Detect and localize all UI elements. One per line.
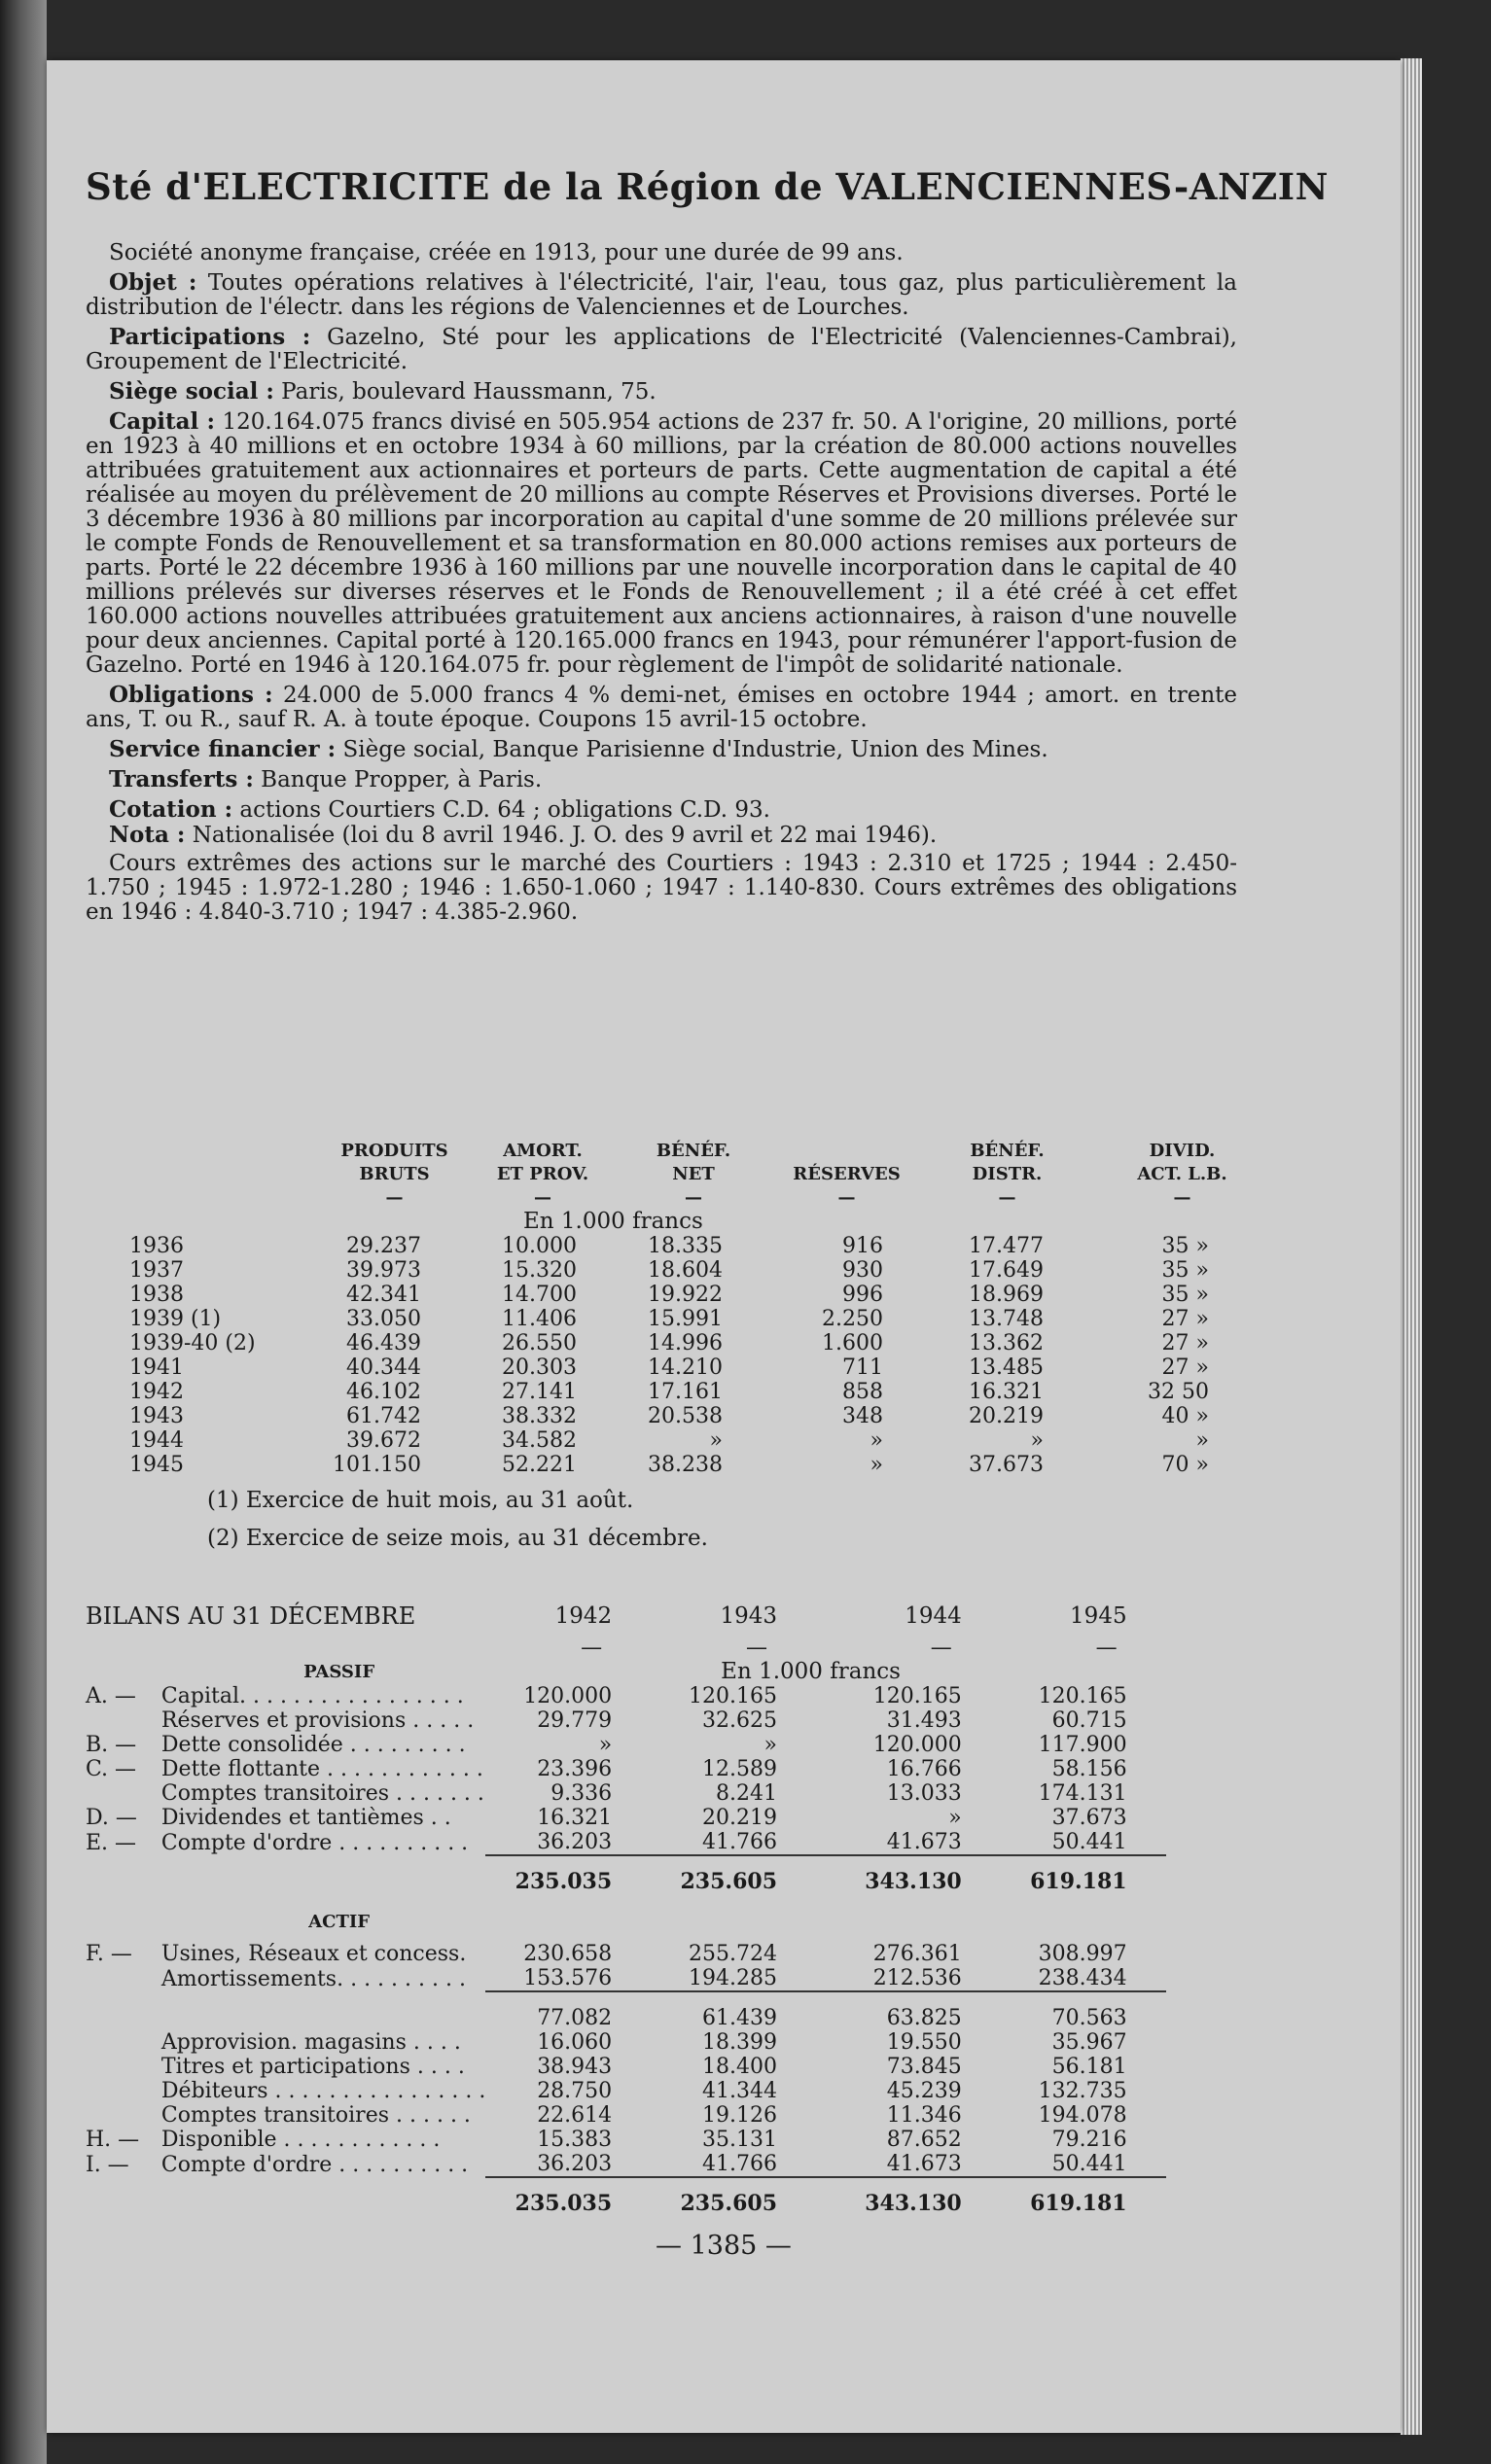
row-label: Comptes transitoires . . . . . . bbox=[160, 2103, 471, 2128]
total-cell: 619.181 bbox=[1001, 2177, 1166, 2216]
results-row bbox=[129, 1283, 1277, 1307]
value-cell: 18.399 bbox=[702, 2030, 778, 2055]
bilan-row bbox=[86, 1597, 1282, 1636]
value-cell: 19.126 bbox=[702, 2103, 778, 2128]
bilan-row bbox=[86, 1708, 1282, 1733]
row-label: Débiteurs . . . . . . . . . . . . . . . . bbox=[160, 2079, 486, 2103]
row-letter bbox=[86, 2079, 154, 2103]
row-label: Disponible . . . . . . . . . . . . bbox=[160, 2128, 441, 2152]
value-cell: 194.285 bbox=[689, 1966, 778, 1990]
row-letter bbox=[86, 2055, 154, 2079]
dash-cell: — bbox=[1095, 1636, 1118, 1660]
value-cell: 35.967 bbox=[1051, 2030, 1127, 2055]
passif-label: PASSIF bbox=[303, 1662, 375, 1682]
year-cell: 1945 bbox=[129, 1453, 184, 1477]
value-cell: 101.150 bbox=[333, 1453, 421, 1477]
value-cell: 11.406 bbox=[502, 1307, 577, 1331]
row-label: Dette flottante . . . . . . . . . . . . bbox=[160, 1757, 483, 1781]
bilan-row bbox=[86, 2079, 1282, 2103]
value-cell: 39.672 bbox=[346, 1428, 421, 1453]
row-label: Usines, Réseaux et concess. bbox=[160, 1942, 467, 1966]
year-cell: 1943 bbox=[129, 1404, 184, 1428]
results-row bbox=[129, 1428, 1277, 1453]
value-cell: 13.362 bbox=[969, 1331, 1044, 1355]
value-cell: 35 » bbox=[1161, 1283, 1209, 1307]
value-cell: 58.156 bbox=[1051, 1757, 1127, 1781]
value-cell: 117.900 bbox=[1038, 1733, 1127, 1757]
value-cell: 27 » bbox=[1161, 1355, 1209, 1380]
value-cell: 46.102 bbox=[346, 1380, 421, 1404]
participations-label: Participations : bbox=[109, 324, 311, 350]
results-note-1: (1) Exercice de huit mois, au 31 août. bbox=[207, 1488, 634, 1513]
value-cell: 276.361 bbox=[872, 1942, 962, 1966]
value-cell: 120.000 bbox=[523, 1684, 613, 1708]
row-letter bbox=[86, 2030, 154, 2055]
col-header: DISTR. bbox=[972, 1164, 1043, 1184]
row-label: Comptes transitoires . . . . . . . bbox=[160, 1781, 484, 1806]
value-cell: 18.604 bbox=[648, 1258, 723, 1283]
dash-cell: — bbox=[746, 1636, 768, 1660]
value-cell: 61.742 bbox=[346, 1404, 421, 1428]
value-cell: 17.477 bbox=[969, 1234, 1044, 1258]
cotation-text: actions Courtiers C.D. 64 ; obligations C.D. 93. bbox=[232, 797, 770, 823]
value-cell: 120.165 bbox=[689, 1684, 778, 1708]
results-body bbox=[129, 1234, 1277, 1477]
objet bbox=[86, 270, 1237, 320]
value-cell: 20.219 bbox=[969, 1404, 1044, 1428]
value-cell: 23.396 bbox=[537, 1757, 613, 1781]
bilan-row bbox=[86, 1942, 1282, 1966]
actif-label: ACTIF bbox=[308, 1912, 371, 1932]
results-row bbox=[129, 1234, 1277, 1258]
row-label: Réserves et provisions . . . . . bbox=[160, 1708, 475, 1733]
value-cell: 15.991 bbox=[648, 1307, 723, 1331]
col-header: BÉNÉF. bbox=[656, 1141, 731, 1161]
value-cell: 27 » bbox=[1161, 1307, 1209, 1331]
row-letter: A. — bbox=[86, 1684, 136, 1708]
value-cell: 16.060 bbox=[537, 2030, 613, 2055]
value-cell: 26.550 bbox=[502, 1331, 577, 1355]
nota-text: Nationalisée (loi du 8 avril 1946. J. O. des 9 avril et 22 mai 1946). bbox=[185, 823, 938, 848]
value-cell: 996 bbox=[842, 1283, 883, 1307]
transferts-label: Transferts : bbox=[109, 766, 254, 792]
value-cell: 10.000 bbox=[502, 1234, 577, 1258]
year-cell: 1941 bbox=[129, 1355, 184, 1380]
dash-cell: — bbox=[930, 1636, 952, 1660]
bilan-row bbox=[86, 1733, 1282, 1757]
bilan-row bbox=[86, 1894, 1282, 1942]
value-cell: 40.344 bbox=[346, 1355, 421, 1380]
value-cell: 38.332 bbox=[502, 1404, 577, 1428]
results-row bbox=[129, 1331, 1277, 1355]
value-cell: 238.434 bbox=[1038, 1966, 1127, 1990]
total-cell: 235.035 bbox=[485, 1855, 651, 1894]
value-cell: 20.538 bbox=[648, 1404, 723, 1428]
row-label: Compte d'ordre . . . . . . . . . . bbox=[160, 1830, 469, 1855]
value-cell: 27.141 bbox=[502, 1380, 577, 1404]
value-cell: 46.439 bbox=[346, 1331, 421, 1355]
bilan-row bbox=[86, 1830, 1282, 1855]
page bbox=[47, 60, 1401, 2433]
value-cell: 17.649 bbox=[969, 1258, 1044, 1283]
total-cell: 343.130 bbox=[816, 2177, 1001, 2216]
value-cell: 11.346 bbox=[886, 2103, 962, 2128]
value-cell: 858 bbox=[842, 1380, 883, 1404]
value-cell: » bbox=[1030, 1428, 1044, 1453]
value-cell: 194.078 bbox=[1038, 2103, 1127, 2128]
bilan-row bbox=[86, 1855, 1282, 1894]
value-cell: 87.652 bbox=[886, 2128, 962, 2152]
value-cell: 37.673 bbox=[969, 1453, 1044, 1477]
value-cell: » bbox=[948, 1806, 962, 1830]
participations-text: Gazelno, Sté pour les applications de l'Electricité (Valenciennes-Cambrai), Groupement de l'Electricité. bbox=[86, 325, 1237, 374]
bilan-row bbox=[86, 1684, 1282, 1708]
row-letter: E. — bbox=[86, 1830, 137, 1855]
value-cell: 120.165 bbox=[872, 1684, 962, 1708]
value-cell: 20.219 bbox=[702, 1806, 778, 1830]
value-cell: 18.335 bbox=[648, 1234, 723, 1258]
cotation-label: Cotation : bbox=[109, 796, 233, 823]
col-header: RÉSERVES bbox=[793, 1164, 901, 1184]
total-cell: 70.563 bbox=[1001, 1991, 1166, 2030]
results-row bbox=[129, 1404, 1277, 1428]
transferts bbox=[86, 767, 1237, 792]
cours-extremes: Cours extrêmes des actions sur le marché des Courtiers : 1943 : 2.310 et 1725 ; 1944 : 2.450-1.750 ; 1945 : 1.972-1.280 ; 1946 : 1.650-1.060 ; 1947 : 1.140-830. Cours extrêmes des obligations en 1946 : 4.840-3.710 ; 1947 : 4.385-2.960. bbox=[86, 851, 1237, 925]
service-text: Siège social, Banque Parisienne d'Industrie, Union des Mines. bbox=[336, 737, 1048, 762]
value-cell: 12.589 bbox=[702, 1757, 778, 1781]
value-cell: 34.582 bbox=[502, 1428, 577, 1453]
value-cell: 56.181 bbox=[1051, 2055, 1127, 2079]
row-label: Dette consolidée . . . . . . . . . bbox=[160, 1733, 466, 1757]
value-cell: 930 bbox=[842, 1258, 883, 1283]
year-cell: 1939-40 (2) bbox=[129, 1331, 256, 1355]
results-header-row-2 bbox=[129, 1163, 1277, 1186]
year-header: 1942 bbox=[554, 1602, 613, 1629]
value-cell: 18.969 bbox=[969, 1283, 1044, 1307]
service-label: Service financier : bbox=[109, 736, 337, 762]
bilan-row bbox=[86, 1660, 1282, 1684]
year-cell: 1938 bbox=[129, 1283, 184, 1307]
value-cell: 18.400 bbox=[702, 2055, 778, 2079]
results-row bbox=[129, 1453, 1277, 1477]
value-cell: 212.536 bbox=[872, 1966, 962, 1990]
value-cell: » bbox=[870, 1453, 883, 1477]
value-cell: » bbox=[870, 1428, 883, 1453]
obligations bbox=[86, 683, 1237, 732]
value-cell: 35.131 bbox=[702, 2128, 778, 2152]
value-cell: 50.441 bbox=[1051, 2152, 1127, 2176]
total-cell: 235.035 bbox=[485, 2177, 651, 2216]
results-note-2: (2) Exercice de seize mois, au 31 décembre. bbox=[207, 1526, 708, 1551]
year-header: 1944 bbox=[905, 1602, 962, 1629]
value-cell: 27 » bbox=[1161, 1331, 1209, 1355]
value-cell: 153.576 bbox=[523, 1966, 613, 1990]
row-letter: B. — bbox=[86, 1733, 137, 1757]
capital-label: Capital : bbox=[109, 408, 215, 435]
col-header: PRODUITS bbox=[340, 1141, 448, 1161]
col-header: DIVID. bbox=[1149, 1141, 1216, 1161]
value-cell: 711 bbox=[842, 1355, 883, 1380]
value-cell: 40 » bbox=[1161, 1404, 1209, 1428]
row-letter bbox=[86, 1781, 154, 1806]
objet-text: Toutes opérations relatives à l'électricité, l'air, l'eau, tous gaz, plus particulièrement la distribution de l'électr. dans les régions de Valenciennes et de Lourches. bbox=[86, 270, 1237, 320]
bilan-row bbox=[86, 2128, 1282, 2152]
value-cell: 28.750 bbox=[537, 2079, 613, 2103]
value-cell: 41.673 bbox=[886, 2152, 962, 2176]
bilan-row bbox=[86, 1991, 1282, 2030]
capital-text: 120.164.075 francs divisé en 505.954 actions de 237 fr. 50. A l'origine, 20 millions, porté en 1923 à 40 millions et en octobre 1934 à 60 millions, par la création de 80.000 actions nouvelles attribuées gratuitement aux actionnaires et porteurs de parts. Cette augmentation de capital a été réalisée au moyen du prélèvement de 20 millions au compte Réserves et Provisions diverses. Porté le 3 décembre 1936 à 80 millions par incorporation au capital d'une somme de 20 millions prélevée sur le compte Fonds de Renouvellement et sa transformation en 80.000 actions remises aux porteurs de parts. Porté le 22 décembre 1936 à 160 millions par une nouvelle incorporation dans le capital de 40 millions prélevés sur diverses réserves et le Fonds de Renouvellement ; il a été créé à cet effet 160.000 actions nouvelles attribuées gratuitement aux anciens actionnaires, à raison d'une nouvelle pour deux anciennes. Capital porté à 120.165.000 francs en 1943, pour rémunérer l'apport-fusion de Gazelno. Porté en 1946 à 120.164.075 fr. pour règlement de l'impôt de solidarité nationale. bbox=[86, 409, 1237, 678]
col-header: NET bbox=[672, 1164, 715, 1184]
objet-label: Objet : bbox=[109, 269, 197, 296]
col-header: ET PROV. bbox=[496, 1164, 589, 1184]
value-cell: 348 bbox=[842, 1404, 883, 1428]
value-cell: 35 » bbox=[1161, 1258, 1209, 1283]
intro: Société anonyme française, créée en 1913, pour une durée de 99 ans. bbox=[109, 240, 904, 265]
value-cell: 230.658 bbox=[523, 1942, 613, 1966]
value-cell: 22.614 bbox=[537, 2103, 613, 2128]
row-label: Dividendes et tantièmes . . bbox=[160, 1806, 451, 1830]
value-cell: 13.748 bbox=[969, 1307, 1044, 1331]
row-letter: H. — bbox=[86, 2128, 140, 2152]
value-cell: » bbox=[598, 1733, 613, 1757]
row-letter: D. — bbox=[86, 1806, 137, 1830]
value-cell: 132.735 bbox=[1038, 2079, 1127, 2103]
value-cell: 41.766 bbox=[702, 1830, 778, 1854]
value-cell: 14.996 bbox=[648, 1331, 723, 1355]
year-cell: 1937 bbox=[129, 1258, 184, 1283]
row-label: Approvision. magasins . . . . bbox=[160, 2030, 461, 2055]
value-cell: 32.625 bbox=[702, 1708, 778, 1733]
bilan-row bbox=[86, 2030, 1282, 2055]
col-header: BÉNÉF. bbox=[970, 1141, 1045, 1161]
total-cell: 235.605 bbox=[651, 2177, 816, 2216]
bilan-row bbox=[86, 2103, 1282, 2128]
value-cell: 20.303 bbox=[502, 1355, 577, 1380]
bilan-row bbox=[86, 1966, 1282, 1991]
results-unit: En 1.000 francs bbox=[523, 1209, 703, 1234]
value-cell: 39.973 bbox=[346, 1258, 421, 1283]
results-header-row-1 bbox=[129, 1140, 1277, 1163]
value-cell: 308.997 bbox=[1038, 1942, 1127, 1966]
row-label: Capital. . . . . . . . . . . . . . . . . bbox=[160, 1684, 464, 1708]
col-header: ACT. L.B. bbox=[1137, 1164, 1227, 1184]
bilan-row bbox=[86, 1757, 1282, 1781]
dash-cell: — bbox=[581, 1636, 603, 1660]
value-cell: » bbox=[763, 1733, 778, 1757]
bilans-table bbox=[86, 1597, 1282, 2216]
value-cell: 15.383 bbox=[537, 2128, 613, 2152]
value-cell: 174.131 bbox=[1038, 1781, 1127, 1806]
page-edge bbox=[1401, 58, 1422, 2435]
bilans-title: BILANS AU 31 DÉCEMBRE bbox=[86, 1602, 416, 1630]
value-cell: 255.724 bbox=[689, 1942, 778, 1966]
value-cell: 120.165 bbox=[1038, 1684, 1127, 1708]
value-cell: 32 50 bbox=[1148, 1380, 1209, 1404]
value-cell: 35 » bbox=[1161, 1234, 1209, 1258]
value-cell: 36.203 bbox=[537, 2152, 613, 2176]
bilan-row bbox=[86, 1636, 1282, 1660]
year-cell: 1944 bbox=[129, 1428, 184, 1453]
nota-label: Nota : bbox=[109, 822, 186, 848]
page-number: — 1385 — bbox=[656, 2231, 792, 2261]
col-header: BRUTS bbox=[359, 1164, 430, 1184]
siege-label: Siège social : bbox=[109, 378, 274, 405]
results-row bbox=[129, 1380, 1277, 1404]
obligations-text: 24.000 de 5.000 francs 4 % demi-net, émises en octobre 1944 ; amort. en trente ans, T. ou R., sauf R. A. à toute époque. Coupons 15 avril-15 octobre. bbox=[86, 683, 1237, 732]
year-cell: 1936 bbox=[129, 1234, 184, 1258]
value-cell: » bbox=[709, 1428, 723, 1453]
value-cell: 73.845 bbox=[886, 2055, 962, 2079]
bilan-row bbox=[86, 2177, 1282, 2216]
value-cell: 42.341 bbox=[346, 1283, 421, 1307]
value-cell: 1.600 bbox=[822, 1331, 883, 1355]
transferts-text: Banque Propper, à Paris. bbox=[253, 767, 543, 792]
year-header: 1945 bbox=[1070, 1602, 1127, 1629]
book-gutter bbox=[0, 0, 47, 2464]
year-cell: 1939 (1) bbox=[129, 1307, 222, 1331]
value-cell: 29.779 bbox=[537, 1708, 613, 1733]
row-label: Titres et participations . . . . bbox=[160, 2055, 465, 2079]
participations bbox=[86, 325, 1237, 374]
value-cell: 16.766 bbox=[886, 1757, 962, 1781]
value-cell: 13.485 bbox=[969, 1355, 1044, 1380]
bilan-row bbox=[86, 1806, 1282, 1830]
siege-text: Paris, boulevard Haussmann, 75. bbox=[273, 379, 657, 405]
value-cell: 14.210 bbox=[648, 1355, 723, 1380]
value-cell: 36.203 bbox=[537, 1830, 613, 1854]
value-cell: 120.000 bbox=[872, 1733, 962, 1757]
bilan-row bbox=[86, 2055, 1282, 2079]
value-cell: 38.943 bbox=[537, 2055, 613, 2079]
value-cell: 45.239 bbox=[886, 2079, 962, 2103]
total-cell: 61.439 bbox=[651, 1991, 816, 2030]
value-cell: 60.715 bbox=[1051, 1708, 1127, 1733]
value-cell: 29.237 bbox=[346, 1234, 421, 1258]
row-letter: I. — bbox=[86, 2152, 129, 2177]
row-label: Compte d'ordre . . . . . . . . . . bbox=[160, 2152, 469, 2177]
value-cell: 916 bbox=[842, 1234, 883, 1258]
results-row bbox=[129, 1355, 1277, 1380]
value-cell: 16.321 bbox=[969, 1380, 1044, 1404]
row-letter bbox=[86, 1966, 154, 1991]
bilan-row bbox=[86, 2152, 1282, 2177]
row-letter: C. — bbox=[86, 1757, 137, 1781]
value-cell: 33.050 bbox=[346, 1307, 421, 1331]
siege-social bbox=[86, 379, 1237, 405]
value-cell: 16.321 bbox=[537, 1806, 613, 1830]
year-header: 1943 bbox=[720, 1602, 778, 1629]
total-cell: 77.082 bbox=[485, 1991, 651, 2030]
page-title: Sté d'ELECTRICITE de la Région de VALENCIENNES-ANZIN bbox=[86, 165, 1329, 208]
value-cell: 15.320 bbox=[502, 1258, 577, 1283]
value-cell: 41.766 bbox=[702, 2152, 778, 2176]
value-cell: 70 » bbox=[1161, 1453, 1209, 1477]
bilan-row bbox=[86, 1781, 1282, 1806]
total-cell: 63.825 bbox=[816, 1991, 1001, 2030]
value-cell: 31.493 bbox=[886, 1708, 962, 1733]
value-cell: 38.238 bbox=[648, 1453, 723, 1477]
nota bbox=[86, 823, 1237, 848]
value-cell: » bbox=[1195, 1428, 1209, 1453]
value-cell: 41.344 bbox=[702, 2079, 778, 2103]
value-cell: 9.336 bbox=[550, 1781, 613, 1806]
capital bbox=[86, 409, 1237, 678]
row-label: Amortissements. . . . . . . . . . bbox=[160, 1966, 466, 1991]
value-cell: 8.241 bbox=[716, 1781, 778, 1806]
value-cell: 2.250 bbox=[822, 1307, 883, 1331]
results-row bbox=[129, 1258, 1277, 1283]
col-header: AMORT. bbox=[503, 1141, 583, 1161]
service-financier bbox=[86, 737, 1237, 762]
cotation bbox=[86, 797, 1237, 823]
row-letter bbox=[86, 2103, 154, 2128]
bilans-unit: En 1.000 francs bbox=[721, 1659, 901, 1684]
value-cell: 19.550 bbox=[886, 2030, 962, 2055]
value-cell: 79.216 bbox=[1051, 2128, 1127, 2152]
row-letter bbox=[86, 1708, 154, 1733]
value-cell: 19.922 bbox=[648, 1283, 723, 1307]
results-row bbox=[129, 1307, 1277, 1331]
value-cell: 37.673 bbox=[1051, 1806, 1127, 1830]
year-cell: 1942 bbox=[129, 1380, 184, 1404]
value-cell: 41.673 bbox=[886, 1830, 962, 1854]
value-cell: 50.441 bbox=[1051, 1830, 1127, 1854]
value-cell: 17.161 bbox=[648, 1380, 723, 1404]
obligations-label: Obligations : bbox=[109, 682, 273, 708]
row-letter: F. — bbox=[86, 1942, 132, 1966]
total-cell: 619.181 bbox=[1001, 1855, 1166, 1894]
total-cell: 235.605 bbox=[651, 1855, 816, 1894]
col-header bbox=[766, 1140, 927, 1163]
total-cell: 343.130 bbox=[816, 1855, 1001, 1894]
value-cell: 14.700 bbox=[502, 1283, 577, 1307]
bilans-body bbox=[86, 1597, 1282, 2216]
results-table: PRODUITS AMORT. BÉNÉF. BÉNÉF. DIVID. BRUTS ET PROV. NET RÉSERVES DISTR. ACT. L.B. — — — — — — En 1.000 francs 1936 29.237 10.000 18.335 916 17.477 35 » 1937 39.973 15.320 18.604 930 17.649 35 » 1938 42.341 14.700 19.922 996 18.969 35 » 1939 (1) 33.050 11.406 15.991 2.250 13.748 27 » 1939-40 (2) 46.439 26.550 14.996 1.600 13.362 27 » 1941 40.344 20.303 14.210 711 13.485 27 » 1942 46.102 27.141 17.161 858 16.321 32 50 1943 61.742 38.332 20.538 348 20.219 40 » 1944 39.672 34.582 » » » » 1945 101.150 52.221 38.238 » 37.673 70 » bbox=[129, 1140, 1277, 1477]
value-cell: 52.221 bbox=[502, 1453, 577, 1477]
value-cell: 13.033 bbox=[886, 1781, 962, 1806]
company-description bbox=[86, 241, 1237, 925]
